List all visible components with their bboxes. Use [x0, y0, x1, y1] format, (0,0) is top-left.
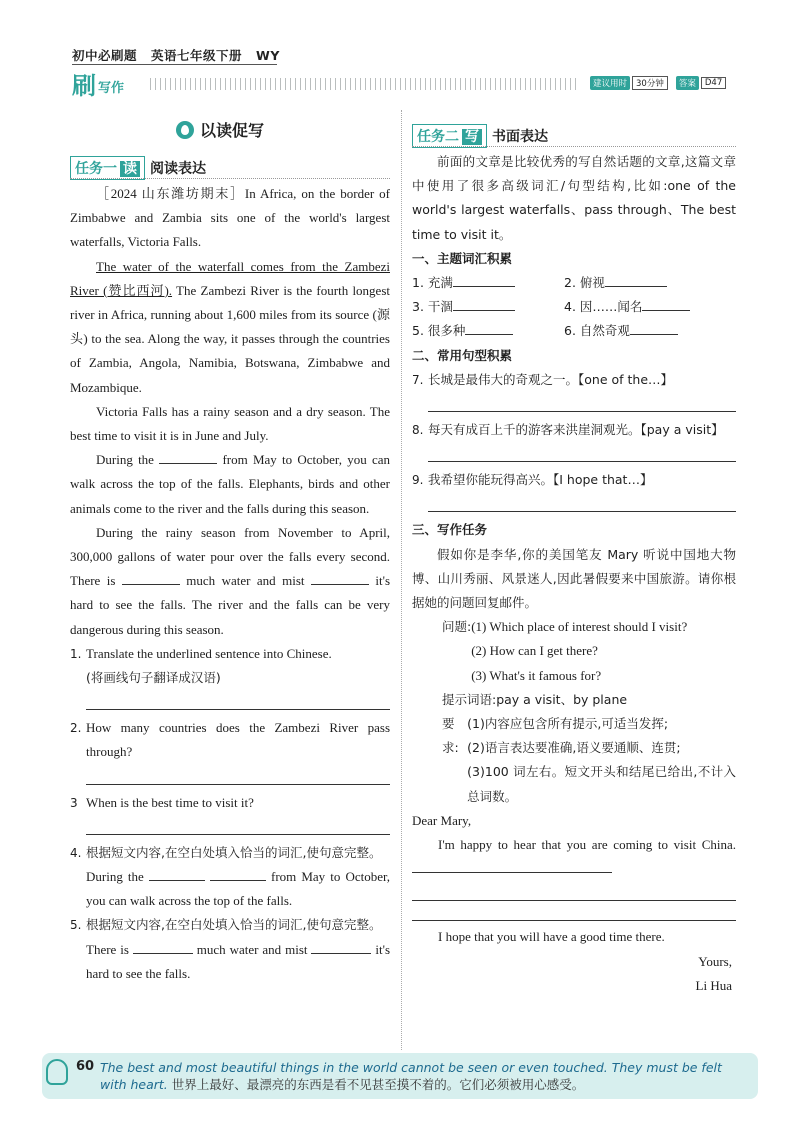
answer-line-3[interactable]: [86, 815, 390, 835]
header-book-info: [72, 46, 294, 64]
vocab-item-6: 6. 自然奇观: [564, 319, 734, 343]
decorative-stripes: [150, 78, 580, 90]
passage-p4: During the from May to October, you can walk across the top of the falls. Elephants, birds and other animals come to the river and the falls during this season.: [70, 452, 391, 516]
brand-logo: [72, 68, 124, 98]
vocab-item-5: 5. 很多种: [412, 319, 564, 343]
edition-label: WY: [256, 48, 280, 63]
requirements: 要求: (1)内容应包含所有提示,可适当发挥; (2)语言表达要准确,语义要通顺、连贯; (3)100 词左右。短文开头和结尾已给出,不计入总词数。: [442, 716, 736, 804]
sentence-8: 8. 每天有成百上千的游客来洪崖洞观光。【pay a visit】: [412, 422, 724, 438]
mail-questions: 问题: (1) Which place of interest should I visit? (2) How can I get there? (3) What's it famous for?: [442, 619, 688, 683]
footer-banner: [42, 1053, 758, 1099]
vocab-item-4: 4. 因……闻名: [564, 295, 734, 319]
letter-signoff: Yours,: [698, 953, 732, 969]
task1-rule: [70, 178, 390, 179]
q5-blank-2[interactable]: [311, 940, 371, 954]
footer-quote: The best and most beautiful things in the world cannot be seen or even touched. They must be felt with heart. 世界上最好、最漂亮的东西是看不见甚至摸不着的。它们必须被用心感受。: [100, 1060, 722, 1092]
page-number: 60: [76, 1059, 95, 1074]
answer-line-2[interactable]: [86, 765, 390, 785]
letter-name: Li Hua: [695, 977, 732, 993]
letter-line-2[interactable]: [412, 901, 736, 921]
passage-source: ［2024 山东潍坊期末］: [96, 186, 245, 201]
time-answer-box: [590, 76, 726, 90]
passage-blank-1[interactable]: [159, 450, 217, 464]
sentence-title: 二、常用句型积累: [412, 347, 513, 363]
answer-line-8[interactable]: [428, 442, 736, 462]
task2-badge: 任务二 写: [412, 124, 487, 148]
hint-words: 提示词语:pay a visit、by plane: [442, 691, 628, 707]
passage-p2: The water of the waterfall comes from the Zambezi River (赞比西河). The Zambezi River is the fourth longest river in Africa, running about 1,600 miles from its source (源头) to the sea. Along the way, it passes through the countries of Zambia, Angola, Namibia, Botswana, Zimbabwe and Mozambique.: [70, 258, 390, 395]
passage-p1: ［2024 山东潍坊期末］In Africa, on the border of Zimbabwe and Zambia sits one of the world's largest waterfalls, Victoria Falls.: [70, 186, 390, 250]
q4-blank-2[interactable]: [210, 867, 266, 881]
question-5: 5. 根据短文内容,在空白处填入恰当的词汇,使句意完整。 There is much water and mist it's hard to see the falls.: [70, 917, 391, 981]
q5-blank-1[interactable]: [133, 940, 193, 954]
task1-badge: 任务一 读: [70, 156, 145, 180]
vocab-item-2: 2. 俯视: [564, 271, 734, 295]
task2-header: [412, 124, 548, 148]
answer-page: D47: [701, 77, 726, 89]
left-column: [70, 182, 390, 986]
brand-subtitle: 写作: [98, 80, 125, 96]
letter-closing: I hope that you will have a good time there.: [438, 929, 665, 945]
passage-p5: During the rainy season from November to April, 300,000 gallons of water pour over the falls every second. There is much water and mist it's hard to see the falls. The river and the falls can be very dangerous during this season.: [70, 524, 391, 637]
vocab-title: 一、主题词汇积累: [412, 250, 513, 266]
right-column: [412, 150, 736, 998]
time-value: 30分钟: [632, 76, 668, 90]
vocab-item-3: 3. 干涸: [412, 295, 564, 319]
answer-line-9[interactable]: [428, 492, 736, 512]
answer-line-1[interactable]: [86, 690, 390, 710]
task1-name: 阅读表达: [150, 161, 206, 177]
task1-header: [70, 156, 206, 180]
section-title: 以读促写: [176, 118, 264, 141]
letter-line-1[interactable]: [412, 881, 736, 901]
question-1: 1. Translate the underlined sentence into Chinese. (将画线句子翻译成汉语): [70, 645, 332, 686]
passage-blank-3[interactable]: [311, 571, 369, 585]
sentence-9: 9. 我希望你能玩得高兴。【I hope that…】: [412, 472, 653, 488]
sentence-7: 7. 长城是最伟大的奇观之一。【one of the…】: [412, 371, 674, 387]
writing-title: 三、写作任务: [412, 522, 488, 538]
book-title: 英语七年级下册: [151, 48, 243, 63]
letter-greeting: Dear Mary,: [412, 812, 472, 828]
answer-line-7[interactable]: [428, 392, 736, 412]
column-divider: [401, 110, 402, 1050]
writing-prompt: 假如你是李华,你的美国笔友 Mary 听说中国地大物博、山川秀丽、风景迷人,因此暑假要来中国旅游。请你根据她的问题回复邮件。: [412, 546, 736, 611]
underlined-sentence: The water of the waterfall comes from the Zambezi River (赞比西河).: [70, 258, 390, 298]
lightbulb-icon: [46, 1059, 68, 1085]
passage-p3: Victoria Falls has a rainy season and a dry season. The best time to visit it is in June and July.: [70, 403, 390, 444]
question-4: 4. 根据短文内容,在空白处填入恰当的词汇,使句意完整。 During the from May to October, you can walk across the top of the falls.: [70, 844, 391, 909]
series-title: 初中必刷题: [72, 48, 138, 63]
vocab-grid: [412, 271, 736, 344]
passage-blank-2[interactable]: [122, 571, 180, 585]
task2-rule: [412, 146, 736, 147]
task2-name: 书面表达: [492, 129, 548, 145]
question-2: 2. How many countries does the Zambezi River pass through?: [70, 720, 390, 760]
question-3: 3 When is the best time to visit it?: [70, 794, 254, 810]
letter-opening: I'm happy to hear that you are coming to visit China.: [412, 833, 736, 881]
task2-intro: 前面的文章是比较优秀的写自然话题的文章,这篇文章中使用了很多高级词汇/句型结构,比如:one of the world's largest waterfalls、pass through、The best time to visit it。: [412, 154, 736, 242]
answer-label: 答案: [676, 76, 699, 90]
brand-char: 刷: [72, 71, 96, 100]
drop-icon: [176, 121, 194, 139]
time-label: 建议用时: [590, 76, 630, 90]
header-rule: [72, 64, 277, 65]
q4-blank-1[interactable]: [149, 867, 205, 881]
vocab-item-1: 1. 充满: [412, 271, 564, 295]
